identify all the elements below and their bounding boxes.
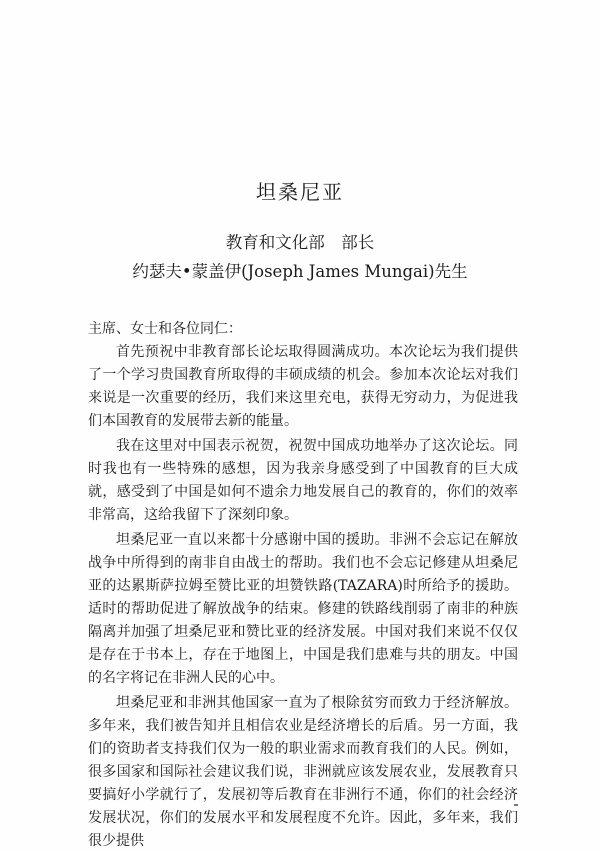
paragraph-3: 坦桑尼亚一直以来都十分感谢中国的援助。非洲不会忘记在解放战争中所得到的南非自由战士的帮助。我们也不会忘记修建从坦桑尼亚的达累斯萨拉姆至赞比亚的坦赞铁路(TAZARA)时所给予的援助。适时的帮助促进了解放战争的结束。修建的铁路线削弱了南非的种族隔离并加强了坦桑尼亚和赞比亚的经济发展。中国对我们来说不仅仅是存在于书本上，存在于地图上，中国是我们患难与共的朋友。中国的名字将记在非洲人民的心中。 bbox=[88, 532, 518, 686]
paragraph-4: 坦桑尼亚和非洲其他国家一直为了根除贫穷而致力于经济解放。多年来，我们被告知并且相信农业是经济增长的后盾。另一方面，我们的资助者支持我们仅为一般的职业需求而教育我们的人民。例如，很多国家和国际社会建议我们说，非洲就应该发展农业，发展教育只要搞好小学就行了，发展初等后教育在非洲行不通，你们的社会经济发展状况，你们的发展水平和发展程度不允许。因此，多年来，我们很少提供 bbox=[88, 695, 518, 849]
document-title: 坦桑尼亚 bbox=[256, 180, 344, 204]
author-name: 约瑟夫•蒙盖伊(Joseph James Mungai)先生 bbox=[132, 262, 468, 281]
page-mark bbox=[514, 804, 518, 806]
speech-body bbox=[88, 318, 518, 853]
salutation: 主席、女士和各位同仁： bbox=[88, 321, 242, 337]
author-block bbox=[0, 228, 600, 286]
paragraph-1: 首先预祝中非教育部长论坛取得圆满成功。本次论坛为我们提供了一个学习贵国教育所取得的丰硕成绩的机会。参加本次论坛对我们来说是一次重要的经历，我们来这里充电，获得无穷动力，为促进我们本国教育的发展带去新的能量。 bbox=[88, 344, 518, 429]
paragraph-2: 我在这里对中国表示祝贺，祝贺中国成功地举办了这次论坛。同时我也有一些特殊的感想，因为我亲身感受到了中国教育的巨大成就，感受到了中国是如何不遗余力地发展自己的教育的，你们的效率非常高，这给我留下了深刻印象。 bbox=[88, 438, 518, 523]
author-position: 教育和文化部 部长 bbox=[225, 233, 375, 252]
